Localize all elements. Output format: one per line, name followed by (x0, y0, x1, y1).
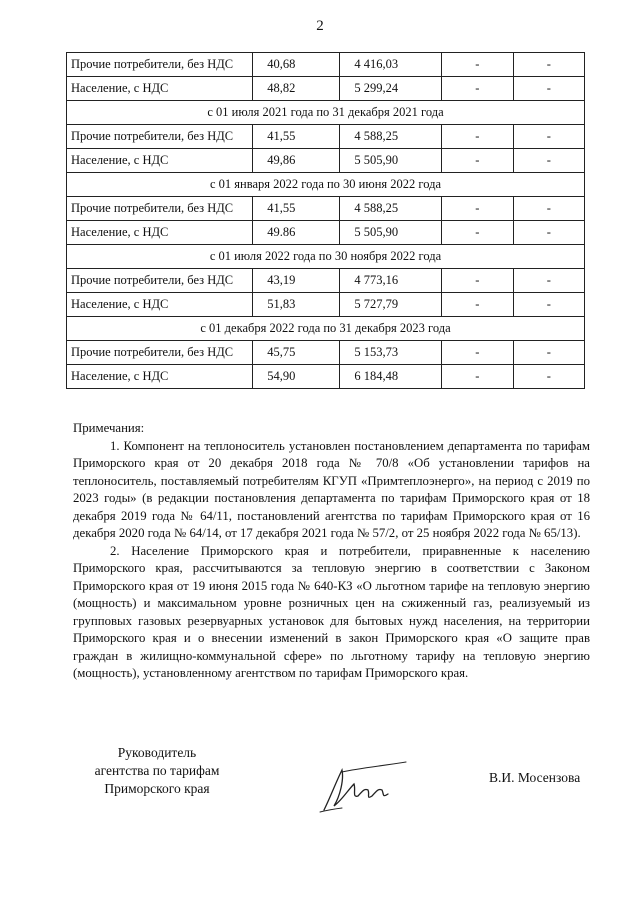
empty-cell: - (442, 53, 513, 77)
signatory-title-line: агентства по тарифам (94, 763, 220, 778)
rate-value: 49.86 (253, 221, 340, 245)
consumer-label: Прочие потребители, без НДС (67, 197, 253, 221)
consumer-label: Прочие потребители, без НДС (67, 53, 253, 77)
empty-cell: - (513, 221, 584, 245)
empty-cell: - (442, 125, 513, 149)
notes-section (73, 420, 590, 683)
table-row (67, 125, 585, 149)
tariff-value: 4 588,25 (340, 197, 442, 221)
rate-value: 40,68 (253, 53, 340, 77)
table-row (67, 197, 585, 221)
empty-cell: - (442, 365, 513, 389)
rate-value: 49,86 (253, 149, 340, 173)
tariff-value: 4 773,16 (340, 269, 442, 293)
period-header-row (67, 317, 585, 341)
tariff-table (66, 52, 585, 389)
empty-cell: - (513, 53, 584, 77)
table-row (67, 293, 585, 317)
notes-heading: Примечания: (73, 421, 145, 435)
table-row (67, 77, 585, 101)
period-label: с 01 июля 2022 года по 30 ноября 2022 года (67, 245, 585, 269)
rate-value: 41,55 (253, 125, 340, 149)
consumer-label: Население, с НДС (67, 365, 253, 389)
rate-value: 51,83 (253, 293, 340, 317)
note-1: 1. Компонент на теплоноситель установлен постановлением департамента по тарифам Приморского края от 20 декабря 2018 года № 70/8 «Об установлении тарифов на теплоноситель, поставляемый потребителям КГУП «Примтеплоэнерго», на период с 2019 по 2023 годы» (в редакции постановления департамента по тарифам Приморского края от 18 декабря 2019 года № 64/11, постановлений агентства по тарифам Приморского края от 16 декабря 2020 года № 64/14, от 17 декабря 2021 года № 57/2, от 25 ноября 2022 года № 65/13). (73, 438, 590, 540)
consumer-label: Население, с НДС (67, 293, 253, 317)
period-header-row (67, 245, 585, 269)
consumer-label: Прочие потребители, без НДС (67, 269, 253, 293)
tariff-value: 4 416,03 (340, 53, 442, 77)
consumer-label: Население, с НДС (67, 77, 253, 101)
empty-cell: - (442, 221, 513, 245)
empty-cell: - (513, 293, 584, 317)
empty-cell: - (442, 77, 513, 101)
signatory-title-line: Руководитель (117, 745, 197, 760)
consumer-label: Прочие потребители, без НДС (67, 341, 253, 365)
note-2: 2. Население Приморского края и потребители, приравненные к населению Приморского края, рассчитываются за тепловую энергию в соответствии с Законом Приморского края от 19 июня 2015 года № 640-КЗ «О льготном тарифе на тепловую энергию (мощность) и максимальном уровне розничных цен на сжиженный газ, реализуемый из групповых газовых резервуарных установок для бытовых нужд населения, на территории Приморского края и о внесении изменений в закон Приморского края «О защите прав граждан в жилищно-коммунальной сфере» по льготному тарифу на тепловую энергию (мощность), установленному агентством по тарифам Приморского края. (73, 543, 590, 680)
tariff-value: 5 153,73 (340, 341, 442, 365)
consumer-label: Прочие потребители, без НДС (67, 125, 253, 149)
tariff-value: 5 727,79 (340, 293, 442, 317)
rate-value: 48,82 (253, 77, 340, 101)
tariff-value: 6 184,48 (340, 365, 442, 389)
handwritten-signature (312, 760, 412, 820)
empty-cell: - (442, 341, 513, 365)
empty-cell: - (513, 341, 584, 365)
period-label: с 01 декабря 2022 года по 31 декабря 2023 года (67, 317, 585, 341)
empty-cell: - (513, 269, 584, 293)
table-row (67, 221, 585, 245)
rate-value: 54,90 (253, 365, 340, 389)
period-header-row (67, 101, 585, 125)
empty-cell: - (513, 125, 584, 149)
tariff-value: 5 299,24 (340, 77, 442, 101)
signatory-title (72, 744, 242, 798)
signatory-title-line: Приморского края (104, 781, 210, 796)
rate-value: 43,19 (253, 269, 340, 293)
empty-cell: - (442, 197, 513, 221)
period-header-row (67, 173, 585, 197)
rate-value: 45,75 (253, 341, 340, 365)
table-row (67, 269, 585, 293)
period-label: с 01 июля 2021 года по 31 декабря 2021 года (67, 101, 585, 125)
table-row (67, 365, 585, 389)
empty-cell: - (442, 269, 513, 293)
empty-cell: - (442, 293, 513, 317)
table-row (67, 149, 585, 173)
empty-cell: - (513, 197, 584, 221)
consumer-label: Население, с НДС (67, 149, 253, 173)
table-row (67, 341, 585, 365)
signatory-name: В.И. Мосензова (489, 770, 581, 785)
tariff-value: 5 505,90 (340, 149, 442, 173)
empty-cell: - (513, 77, 584, 101)
period-label: с 01 января 2022 года по 30 июня 2022 года (67, 173, 585, 197)
consumer-label: Население, с НДС (67, 221, 253, 245)
empty-cell: - (513, 149, 584, 173)
tariff-value: 4 588,25 (340, 125, 442, 149)
empty-cell: - (442, 149, 513, 173)
page-number: 2 (316, 18, 324, 34)
empty-cell: - (513, 365, 584, 389)
rate-value: 41,55 (253, 197, 340, 221)
tariff-value: 5 505,90 (340, 221, 442, 245)
table-row (67, 53, 585, 77)
